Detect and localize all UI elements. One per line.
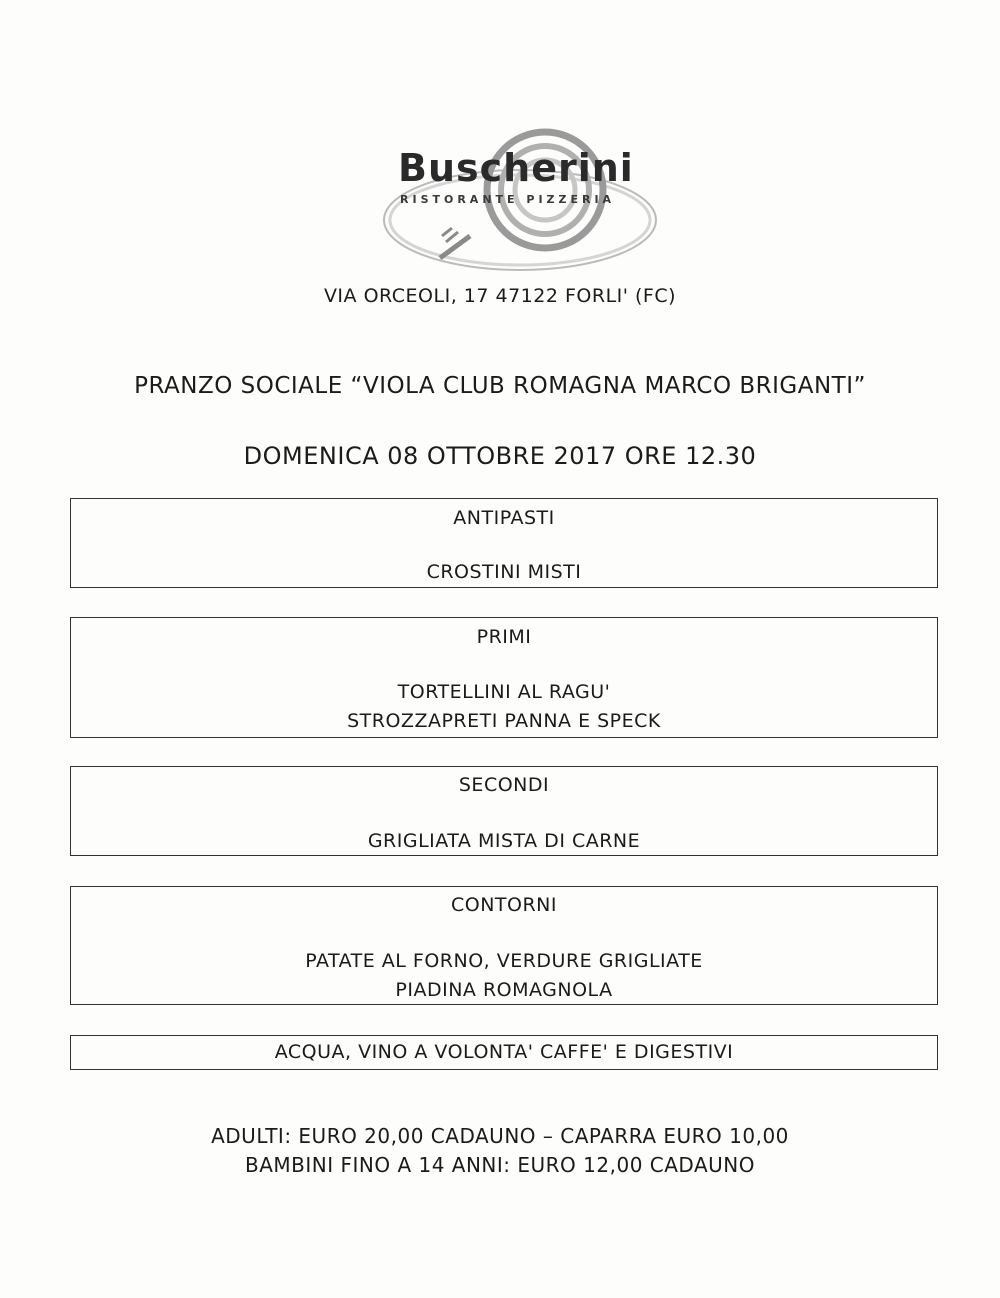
menu-item: TORTELLINI AL RAGU'	[397, 681, 611, 703]
menu-section-bevande	[70, 1035, 938, 1070]
section-heading: SECONDI	[458, 774, 550, 796]
menu-section-antipasti	[70, 498, 938, 588]
price-adults: ADULTI: EURO 20,00 CADAUNO – CAPARRA EURO 10,00	[211, 1124, 789, 1148]
menu-section-contorni	[70, 886, 938, 1005]
brand-subtitle: RISTORANTE PIZZERIA	[400, 193, 616, 206]
menu-section-primi	[70, 617, 938, 738]
menu-item: PATATE AL FORNO, VERDURE GRIGLIATE	[305, 950, 703, 972]
price-children: BAMBINI FINO A 14 ANNI: EURO 12,00 CADAUNO	[244, 1153, 755, 1177]
section-heading: PRIMI	[476, 626, 532, 648]
menu-item: PIADINA ROMAGNOLA	[395, 979, 613, 1001]
restaurant-address: VIA ORCEOLI, 17 47122 FORLI' (FC)	[323, 285, 677, 307]
brand-name: Buscherini	[398, 146, 634, 190]
event-date: DOMENICA 08 OTTOBRE 2017 ORE 12.30	[243, 442, 757, 470]
menu-section-secondi	[70, 766, 938, 856]
price-info	[0, 1122, 1000, 1180]
menu-item: STROZZAPRETI PANNA E SPECK	[347, 710, 661, 732]
menu-item: ACQUA, VINO A VOLONTA' CAFFE' E DIGESTIVI	[274, 1041, 734, 1063]
menu-item: GRIGLIATA MISTA DI CARNE	[367, 830, 641, 852]
section-heading: ANTIPASTI	[453, 507, 555, 529]
section-heading: CONTORNI	[450, 894, 557, 916]
menu-item: CROSTINI MISTI	[426, 561, 582, 583]
event-title: PRANZO SOCIALE “VIOLA CLUB ROMAGNA MARCO BRIGANTI”	[134, 373, 866, 399]
